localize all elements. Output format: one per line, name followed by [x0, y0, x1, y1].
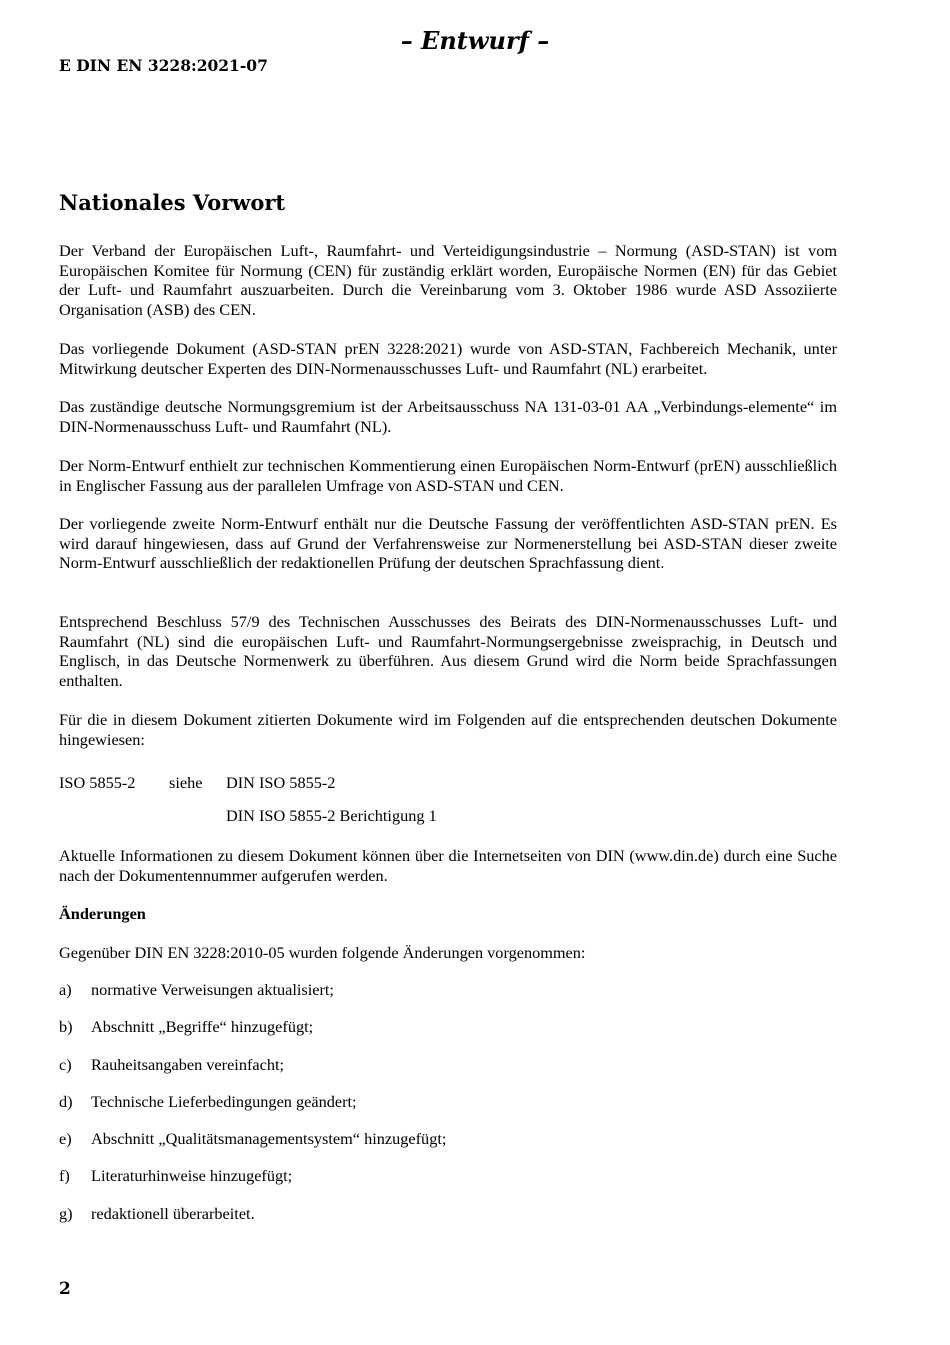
paragraph-asd-stan: Der Verband der Europäischen Luft-, Raumfahrt- und Verteidigungsindustrie – Normung (ASD-STAN) ist vom Europäischen Komitee für Normung (CEN) für zuständig erklärt worden, Europäische Normen (EN) für das Gebiet der Luft- und Raumfahrt auszuarbeiten. Durch die Vereinbarung vom 3. Oktober 1986 wurde ASD Assoziierte Organisation (ASB) des CEN.	[59, 241, 837, 319]
page-number: 2	[59, 1279, 71, 1299]
reference-din-1: DIN ISO 5855-2	[226, 773, 336, 792]
list-item: d) Technische Lieferbedingungen geändert;	[59, 1092, 357, 1111]
paragraph-draft-comment: Der Norm-Entwurf enthielt zur technischen Kommentierung einen Europäischen Norm-Entwurf (prEN) ausschließlich in Englischer Fassung aus der parallelen Umfrage von ASD-STAN und CEN.	[59, 456, 837, 495]
list-item: b) Abschnitt „Begriffe“ hinzugefügt;	[59, 1017, 314, 1036]
list-item: e) Abschnitt „Qualitätsmanagementsystem“ hinzugefügt;	[59, 1129, 447, 1148]
page-title: Nationales Vorwort	[59, 190, 286, 215]
list-item: c) Rauheitsangaben vereinfacht;	[59, 1055, 285, 1074]
changes-intro: Gegenüber DIN EN 3228:2010-05 wurden folgende Änderungen vorgenommen:	[59, 943, 586, 962]
changes-heading: Änderungen	[59, 904, 146, 923]
paragraph-info: Aktuelle Informationen zu diesem Dokument können über die Internetseiten von DIN (www.din.de) durch eine Suche nach der Dokumentennummer aufgerufen werden.	[59, 846, 837, 885]
reference-din-2: DIN ISO 5855-2 Berichtigung 1	[226, 806, 437, 825]
paragraph-committee: Das zuständige deutsche Normungsgremium ist der Arbeitsausschuss NA 131-03-01 AA „Verbindungs-elemente“ im DIN-Normenausschuss Luft- und Raumfahrt (NL).	[59, 397, 837, 436]
reference-see: siehe	[169, 773, 203, 792]
list-item: a) normative Verweisungen aktualisiert;	[59, 980, 334, 999]
draft-watermark: – Entwurf –	[400, 26, 550, 55]
list-item: f) Literaturhinweise hinzugefügt;	[59, 1166, 293, 1185]
list-item: g) redaktionell überarbeitet.	[59, 1204, 255, 1223]
paragraph-bilingual: Entsprechend Beschluss 57/9 des Technischen Ausschusses des Beirats des DIN-Normenausschusses Luft- und Raumfahrt (NL) sind die europäischen Luft- und Raumfahrt-Normungsergebnisse zweisprachig, in Deutsch und Englisch, in das Deutsche Normenwerk zu überführen. Aus diesem Grund wird die Norm beide Sprachfassungen enthalten.	[59, 612, 837, 690]
paragraph-cited-documents: Für die in diesem Dokument zitierten Dokumente wird im Folgenden auf die entsprechenden deutschen Dokumente hingewiesen:	[59, 710, 837, 749]
paragraph-second-draft: Der vorliegende zweite Norm-Entwurf enthält nur die Deutsche Fassung der veröffentlichten ASD-STAN prEN. Es wird darauf hingewiesen, dass auf Grund der Verfahrensweise zur Normenerstellung bei ASD-STAN dieser zweite Norm-Entwurf ausschließlich der redaktionellen Prüfung der deutschen Sprachfassung dient.	[59, 514, 837, 572]
reference-iso: ISO 5855-2	[59, 773, 136, 792]
document-id: E DIN EN 3228:2021-07	[59, 56, 268, 75]
paragraph-document-origin: Das vorliegende Dokument (ASD-STAN prEN 3228:2021) wurde von ASD-STAN, Fachbereich Mechanik, unter Mitwirkung deutscher Experten des DIN-Normenausschusses Luft- und Raumfahrt (NL) erarbeitet.	[59, 339, 837, 378]
